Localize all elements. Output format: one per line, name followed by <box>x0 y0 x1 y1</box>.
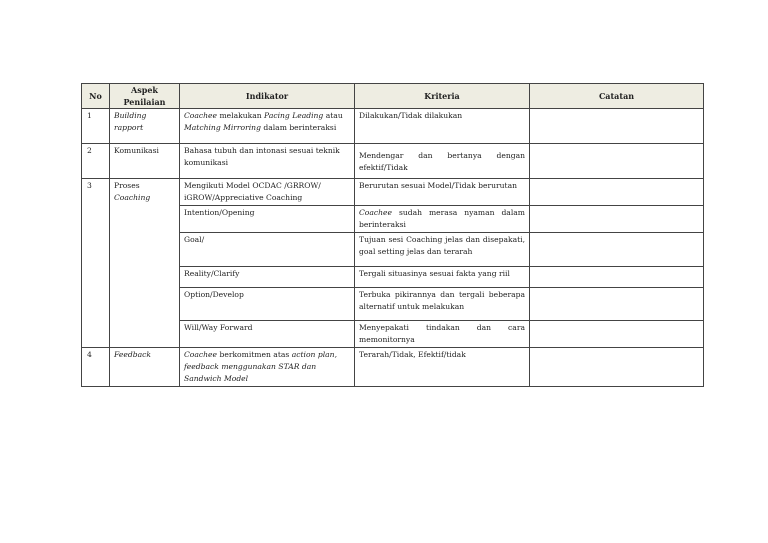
row-number: 2 <box>82 144 110 179</box>
cell-text-segment: sudah merasa nyaman dalam berinteraksi <box>359 208 525 229</box>
cell-text-segment: Mendengar dan bertanya dengan efektif/Tidak <box>359 151 525 172</box>
assessment-table <box>81 83 704 387</box>
kriteria-cell <box>355 179 530 206</box>
catatan-cell <box>530 233 704 267</box>
cell-text-segment: Coachee <box>184 350 218 359</box>
catatan-cell <box>530 144 704 179</box>
kriteria-cell <box>355 321 530 348</box>
kriteria-cell <box>355 144 530 179</box>
cell-text-segment: Terarah/Tidak, Efektif/tidak <box>359 350 466 359</box>
aspek-cell <box>110 348 180 387</box>
catatan-cell <box>530 206 704 233</box>
kriteria-cell <box>355 267 530 288</box>
cell-text-segment: Matching Mirroring <box>184 123 261 132</box>
header-aspek <box>110 84 180 109</box>
kriteria-cell <box>355 233 530 267</box>
catatan-cell <box>530 348 704 387</box>
aspek-text-line2: Coaching <box>114 193 151 202</box>
cell-text-segment: Coachee <box>359 208 393 217</box>
catatan-cell <box>530 179 704 206</box>
cell-text-segment: Dilakukan/Tidak dilakukan <box>359 111 463 120</box>
aspek-text-line1: Proses <box>114 181 140 190</box>
header-row <box>82 84 704 109</box>
indikator-cell <box>180 321 355 348</box>
cell-text-segment: Berurutan sesuai Model/Tidak berurutan <box>359 181 518 190</box>
cell-text-segment: Terbuka pikirannya dan tergali beberapa alternatif untuk melakukan <box>359 290 525 311</box>
cell-text-segment: Tergali situasinya sesuai fakta yang riil <box>359 269 510 278</box>
indikator-cell <box>180 144 355 179</box>
header-kriteria: Kriteria <box>355 84 530 109</box>
cell-text-segment: Menyepakati tindakan dan cara memonitornya <box>359 323 525 344</box>
indikator-cell <box>180 109 355 144</box>
aspek-cell <box>110 109 180 144</box>
catatan-cell <box>530 288 704 321</box>
header-aspek-line2: Penilaian <box>123 97 166 107</box>
cell-text-segment: Goal/ <box>184 235 205 244</box>
aspek-cell <box>110 179 180 348</box>
kriteria-cell <box>355 348 530 387</box>
cell-text-segment: dalam berinteraksi <box>260 123 337 132</box>
table-row <box>82 348 704 387</box>
header-indikator: Indikator <box>180 84 355 109</box>
cell-text-segment: Pacing Leading <box>264 111 324 120</box>
cell-text-segment: Coachee <box>184 111 218 120</box>
row-number: 1 <box>82 109 110 144</box>
catatan-cell <box>530 321 704 348</box>
kriteria-cell <box>355 206 530 233</box>
indikator-cell <box>180 179 355 206</box>
kriteria-cell <box>355 288 530 321</box>
aspek-text: Building rapport <box>114 111 147 132</box>
header-catatan: Catatan <box>530 84 704 109</box>
cell-text-segment: Bahasa tubuh dan intonasi sesuai teknik komunikasi <box>184 146 340 167</box>
aspek-cell: Komunikasi <box>110 144 180 179</box>
cell-text-segment: action plan, feedback menggunakan STAR dan Sandwich Model <box>184 350 337 383</box>
catatan-cell <box>530 267 704 288</box>
indikator-cell <box>180 348 355 387</box>
indikator-cell <box>180 267 355 288</box>
cell-text-segment: Option/Develop <box>184 290 244 299</box>
indikator-cell <box>180 288 355 321</box>
cell-text-segment: atau <box>323 111 343 120</box>
table-row <box>82 179 704 206</box>
kriteria-cell <box>355 109 530 144</box>
catatan-cell <box>530 109 704 144</box>
cell-text-segment: Intention/Opening <box>184 208 255 217</box>
cell-text-segment: Mengikuti Model OCDAC /GRROW/ iGROW/Appreciative Coaching <box>184 181 321 202</box>
header-no: No <box>82 84 110 109</box>
indikator-cell <box>180 206 355 233</box>
aspek-text: Feedback <box>114 350 151 359</box>
row-number: 3 <box>82 179 110 348</box>
cell-text-segment: Will/Way Forward <box>184 323 253 332</box>
table-row <box>82 109 704 144</box>
cell-text-segment: melakukan <box>217 111 265 120</box>
cell-text-segment: Tujuan sesi Coaching jelas dan disepakati, goal setting jelas dan terarah <box>359 235 525 256</box>
cell-text-segment: berkomitmen atas <box>217 350 292 359</box>
cell-text-segment: Reality/Clarify <box>184 269 240 278</box>
indikator-cell <box>180 233 355 267</box>
table-row <box>82 144 704 179</box>
header-aspek-line1: Aspek <box>131 85 158 95</box>
row-number: 4 <box>82 348 110 387</box>
